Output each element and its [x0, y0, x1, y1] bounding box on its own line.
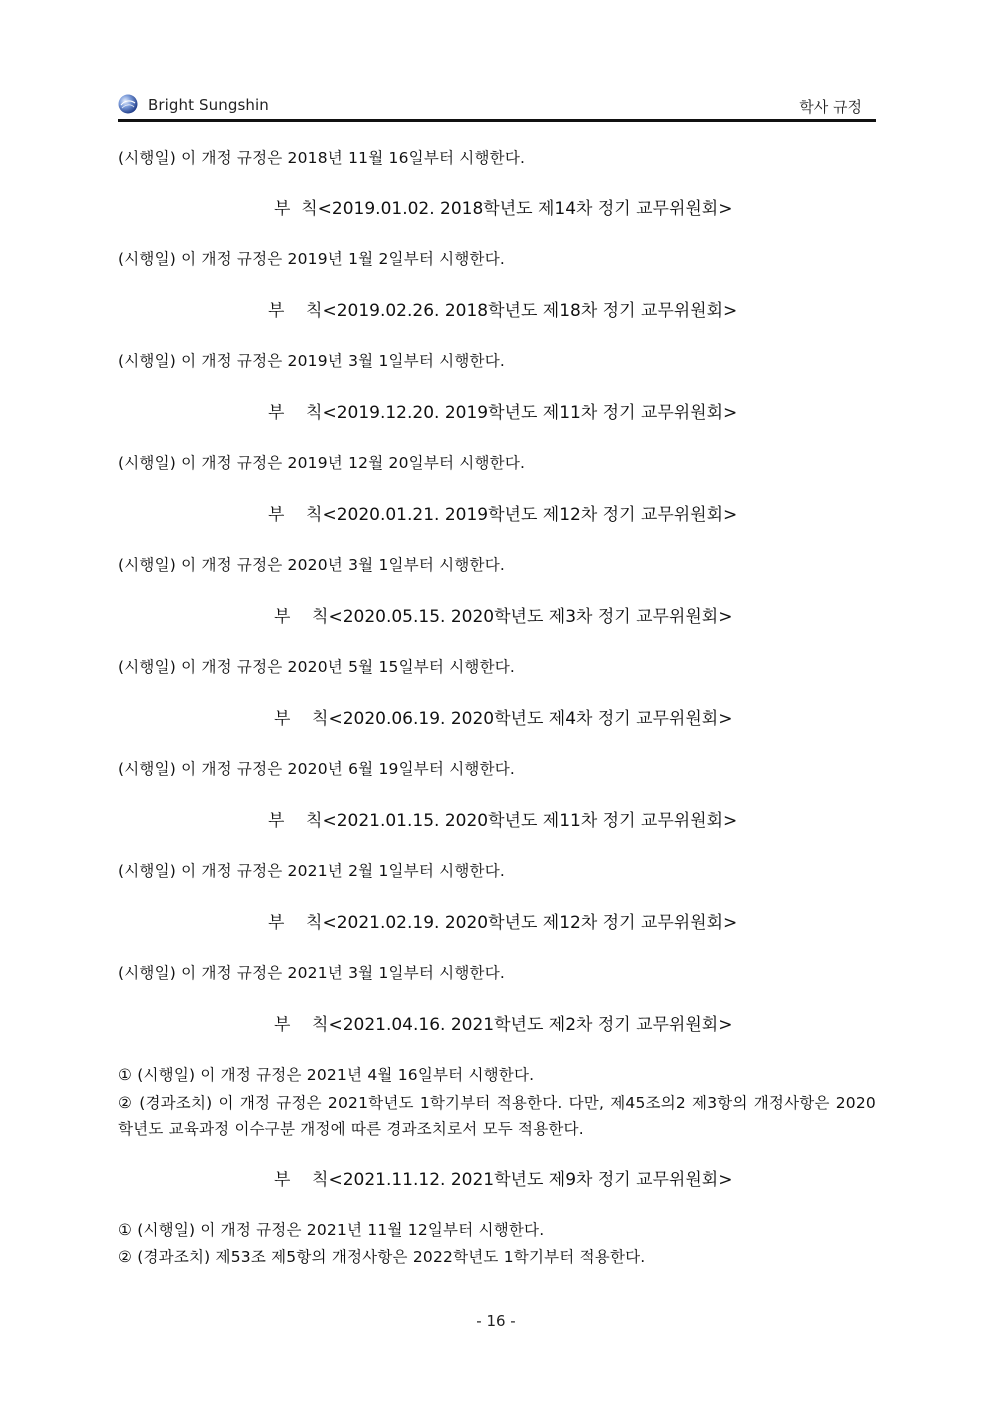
enforcement-clause: (시행일) 이 개정 규정은 2020년 3월 1일부터 시행한다. — [118, 556, 505, 574]
enforcement-clause: (시행일) 이 개정 규정은 2019년 1월 2일부터 시행한다. — [118, 250, 505, 268]
addendum-heading: 부 칙<2020.01.21. 2019학년도 제12차 정기 교무위원회> — [268, 505, 738, 525]
header-divider — [118, 119, 876, 122]
addendum-heading: 부 칙<2020.05.15. 2020학년도 제3차 정기 교무위원회> — [274, 607, 733, 627]
numbered-clause: ① (시행일) 이 개정 규정은 2021년 11월 12일부터 시행한다. — [118, 1221, 545, 1239]
addendum-heading: 부 칙<2021.04.16. 2021학년도 제2차 정기 교무위원회> — [274, 1015, 733, 1035]
enforcement-clause: (시행일) 이 개정 규정은 2021년 2월 1일부터 시행한다. — [118, 862, 505, 880]
brand-name: Bright Sungshin — [148, 96, 269, 114]
addendum-heading: 부 칙<2019.12.20. 2019학년도 제11차 정기 교무위원회> — [268, 403, 738, 423]
addendum-heading: 부 칙<2020.06.19. 2020학년도 제4차 정기 교무위원회> — [274, 709, 733, 729]
enforcement-clause: (시행일) 이 개정 규정은 2019년 3월 1일부터 시행한다. — [118, 352, 505, 370]
enforcement-clause: (시행일) 이 개정 규정은 2018년 11월 16일부터 시행한다. — [118, 149, 526, 167]
addendum-heading: 부 칙<2021.02.19. 2020학년도 제12차 정기 교무위원회> — [268, 913, 738, 933]
addendum-heading: 부 칙<2019.02.26. 2018학년도 제18차 정기 교무위원회> — [268, 301, 738, 321]
page-number: - 16 - — [476, 1312, 516, 1330]
numbered-clause: ② (경과조치) 이 개정 규정은 2021학년도 1학기부터 적용한다. 다만, 제45조의2 제3항의 개정사항은 2020학년도 교육과정 이수구분 개정에 따른 경과조치로서 모두 적용한다. — [118, 1094, 876, 1138]
enforcement-clause: (시행일) 이 개정 규정은 2021년 3월 1일부터 시행한다. — [118, 964, 505, 982]
document-body — [118, 146, 876, 1269]
page-header — [118, 92, 876, 122]
addendum-heading: 부 칙<2021.01.15. 2020학년도 제11차 정기 교무위원회> — [268, 811, 738, 831]
enforcement-clause: (시행일) 이 개정 규정은 2019년 12월 20일부터 시행한다. — [118, 454, 526, 472]
numbered-clause: ② (경과조치) 제53조 제5항의 개정사항은 2022학년도 1학기부터 적용한다. — [118, 1248, 646, 1266]
addendum-heading: 부 칙<2019.01.02. 2018학년도 제14차 정기 교무위원회> — [274, 199, 733, 219]
addendum-heading: 부 칙<2021.11.12. 2021학년도 제9차 정기 교무위원회> — [274, 1170, 733, 1190]
numbered-clause: ① (시행일) 이 개정 규정은 2021년 4월 16일부터 시행한다. — [118, 1066, 535, 1084]
enforcement-clause: (시행일) 이 개정 규정은 2020년 6월 19일부터 시행한다. — [118, 760, 516, 778]
document-title: 학사 규정 — [799, 98, 862, 116]
sungshin-globe-logo-icon — [118, 94, 138, 114]
enforcement-clause: (시행일) 이 개정 규정은 2020년 5월 15일부터 시행한다. — [118, 658, 516, 676]
